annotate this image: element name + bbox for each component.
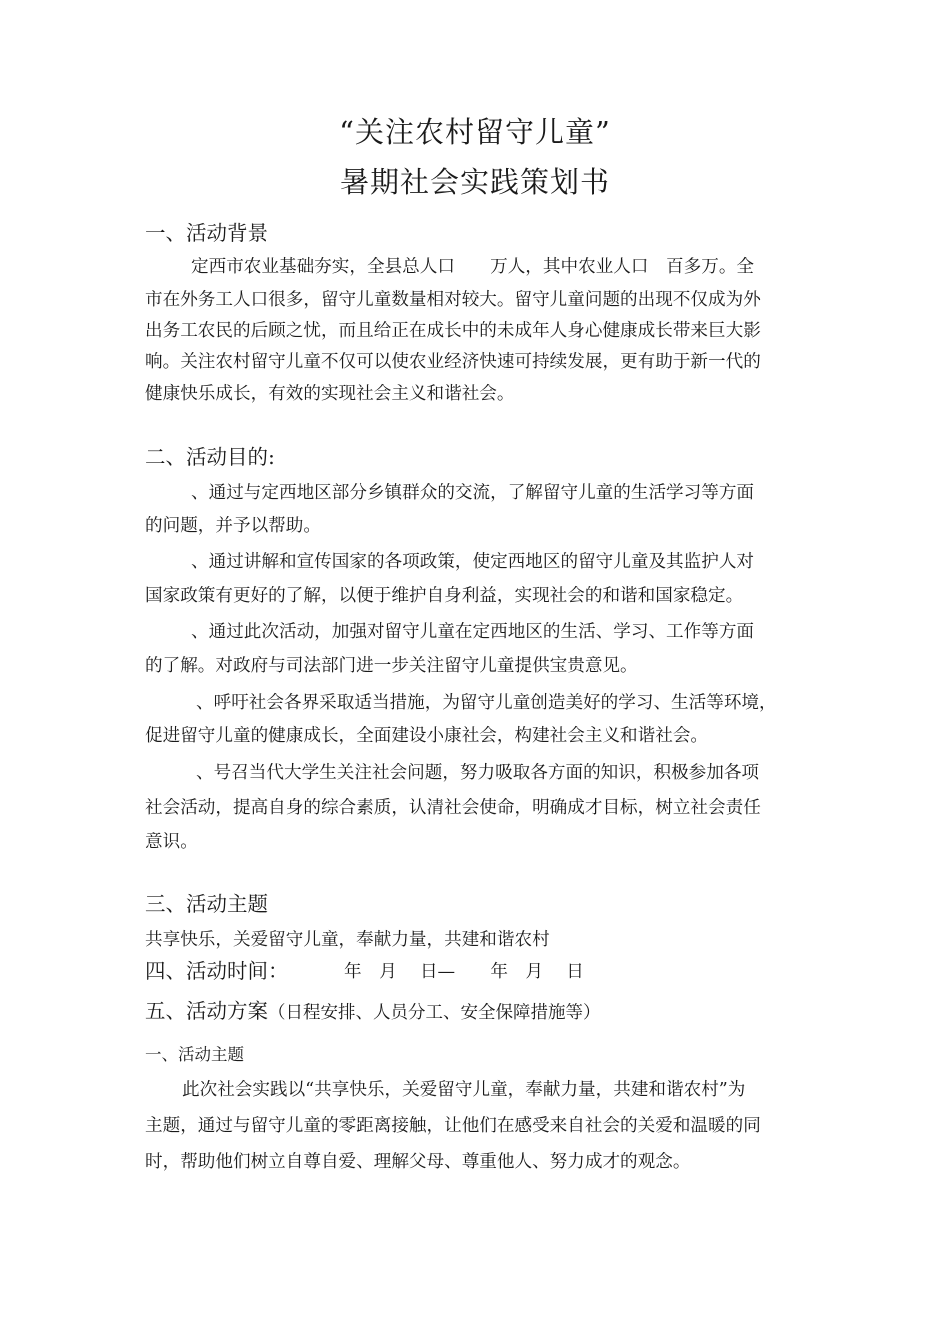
purpose-line-7: 、呼吁社会各界采取适当措施，为留守儿童创造美好的学习、生活等环境， [196, 693, 777, 713]
purpose-line-9: 、号召当代大学生关注社会问题，努力吸取各方面的知识，积极参加各项 [196, 763, 760, 783]
purpose-line-4: 国家政策有更好的了解，以便于维护自身利益，实现社会的和谐和国家稳定。 [145, 586, 744, 606]
background-line-2: 市在外务工人口很多，留守儿童数量相对较大。留守儿童问题的出现不仅成为外 [145, 290, 761, 310]
section-heading-purpose: 二、活动目的: [145, 445, 275, 469]
plan-theme-line-2: 主题，通过与留守儿童的零距离接触，让他们在感受来自社会的关爱和温暖的同 [145, 1116, 761, 1136]
background-line-3: 出务工农民的后顾之忧，而且给正在成长中的未成年人身心健康成长带来巨大影 [145, 321, 761, 341]
purpose-line-8: 促进留守儿童的健康成长，全面建设小康社会，构建社会主义和谐社会。 [145, 726, 709, 746]
purpose-line-1: 、通过与定西地区部分乡镇群众的交流，了解留守儿童的生活学习等方面 [191, 483, 755, 503]
purpose-line-10: 社会活动，提高自身的综合素质，认清社会使命，明确成才目标，树立社会责任 [145, 798, 761, 818]
section-heading-background: 一、活动背景 [145, 221, 268, 245]
plan-theme-line-3: 时，帮助他们树立自尊自爱、理解父母、尊重他人、努力成才的观念。 [145, 1152, 691, 1172]
purpose-line-5: 、通过此次活动，加强对留守儿童在定西地区的生活、学习、工作等方面 [191, 622, 755, 642]
section-heading-theme: 三、活动主题 [145, 892, 268, 916]
theme-text: 共享快乐，关爱留守儿童，奉献力量，共建和谐农村 [145, 930, 550, 950]
section-heading-time: 四、活动时间： [145, 959, 289, 983]
purpose-line-2: 的问题，并予以帮助。 [145, 516, 321, 536]
time-text: 年 月 日— 年 月 日 [344, 962, 584, 982]
background-line-4: 响。关注农村留守儿童不仅可以使农业经济快速可持续发展，更有助于新一代的 [145, 352, 761, 372]
section-heading-plan [145, 994, 601, 1024]
background-line-5: 健康快乐成长，有效的实现社会主义和谐社会。 [145, 384, 515, 404]
purpose-line-3: 、通过讲解和宣传国家的各项政策，使定西地区的留守儿童及其监护人对 [191, 552, 755, 572]
plan-theme-line-1: 此次社会实践以“共享快乐，关爱留守儿童，奉献力量，共建和谐农村”为 [182, 1080, 746, 1100]
document-subtitle: 暑期社会实践策划书 [339, 165, 610, 199]
purpose-line-6: 的了解。对政府与司法部门进一步关注留守儿童提供宝贵意见。 [145, 656, 638, 676]
plan-heading-text: 五、活动方案 [145, 999, 268, 1023]
purpose-line-11: 意识。 [145, 832, 198, 852]
plan-heading-note: （日程安排、人员分工、安全保障措施等） [268, 1003, 601, 1023]
document-title: “关注农村留守儿童” [339, 115, 611, 149]
background-line-1: 定西市农业基础夯实，全县总人口 万人，其中农业人口 百多万。全 [191, 257, 755, 277]
subsection-heading-theme: 一、活动主题 [145, 1045, 244, 1064]
